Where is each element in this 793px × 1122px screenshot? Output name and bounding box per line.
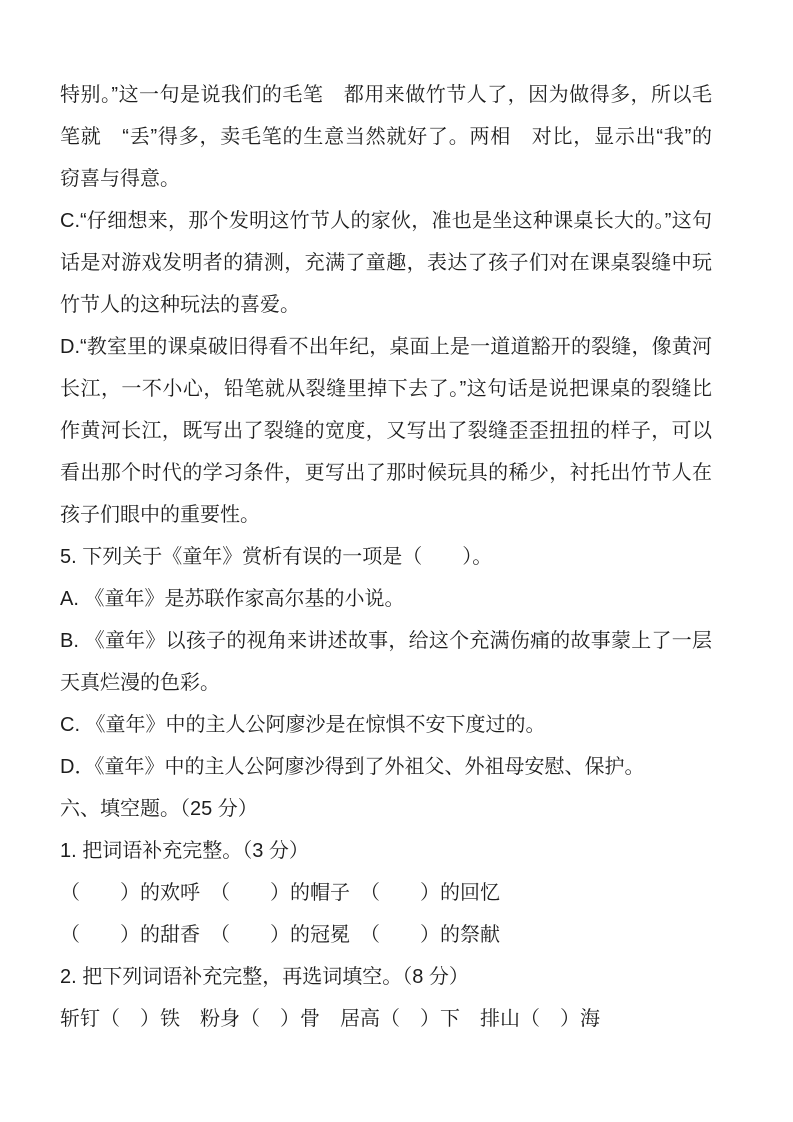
question5-option-a: A. 《童年》是苏联作家高尔基的小说。 [60, 588, 405, 610]
exam-text-block [60, 74, 732, 1040]
section6-q2-stem: 2. 把下列词语补充完整，再选词填空。（8 分） [60, 966, 469, 988]
section6-q1-stem: 1. 把词语补充完整。（3 分） [60, 840, 309, 862]
question5-option-c: C. 《童年》中的主人公阿廖沙是在惊惧不安下度过的。 [60, 714, 546, 736]
question5-option-d: D．《童年》中的主人公阿廖沙得到了外祖父、外祖母安慰、保护。 [60, 756, 645, 778]
section6-q1-blanks-row2: （ ）的甜香 （ ）的冠冕 （ ）的祭献 [60, 924, 500, 946]
question4-option-d: D.“教室里的课桌破旧得看不出年纪，桌面上是一道道豁开的裂缝，像黄河长江，一不小心，铅笔就从裂缝里掉下去了。”这句话是说把课桌的裂缝比作黄河长江，既写出了裂缝的宽度，又写出了裂缝歪歪扭扭的样子，可以看出那个时代的学习条件，更写出了那时候玩具的稀少，衬托出竹节人在孩子们眼中的重要性。 [60, 336, 712, 526]
question5-option-b: B. 《童年》以孩子的视角来讲述故事，给这个充满伤痛的故事蒙上了一层天真烂漫的色彩。 [60, 630, 712, 694]
analysis-continuation-paragraph: 特别。”这一句是说我们的毛笔 都用来做竹节人了，因为做得多，所以毛笔就 “丢”得多，卖毛笔的生意当然就好了。两相 对比，显示出“我”的 窃喜与得意。 [60, 84, 732, 190]
section6-q2-idioms-row: 斩钉（ ）铁 粉身（ ）骨 居高（ ）下 排山（ ）海 [60, 1008, 600, 1030]
section6-heading: 六、填空题。（25 分） [60, 798, 258, 820]
question4-option-c: C.“仔细想来，那个发明这竹节人的家伙，准也是坐这种课桌长大的。”这句话是对游戏发明者的猜测，充满了童趣，表达了孩子们对在课桌裂缝中玩竹节人的这种玩法的喜爱。 [60, 210, 712, 316]
question5-stem: 5. 下列关于《童年》赏析有误的一项是（ ）。 [60, 546, 493, 568]
section6-q1-blanks-row1: （ ）的欢呼 （ ）的帽子 （ ）的回忆 [60, 882, 500, 904]
